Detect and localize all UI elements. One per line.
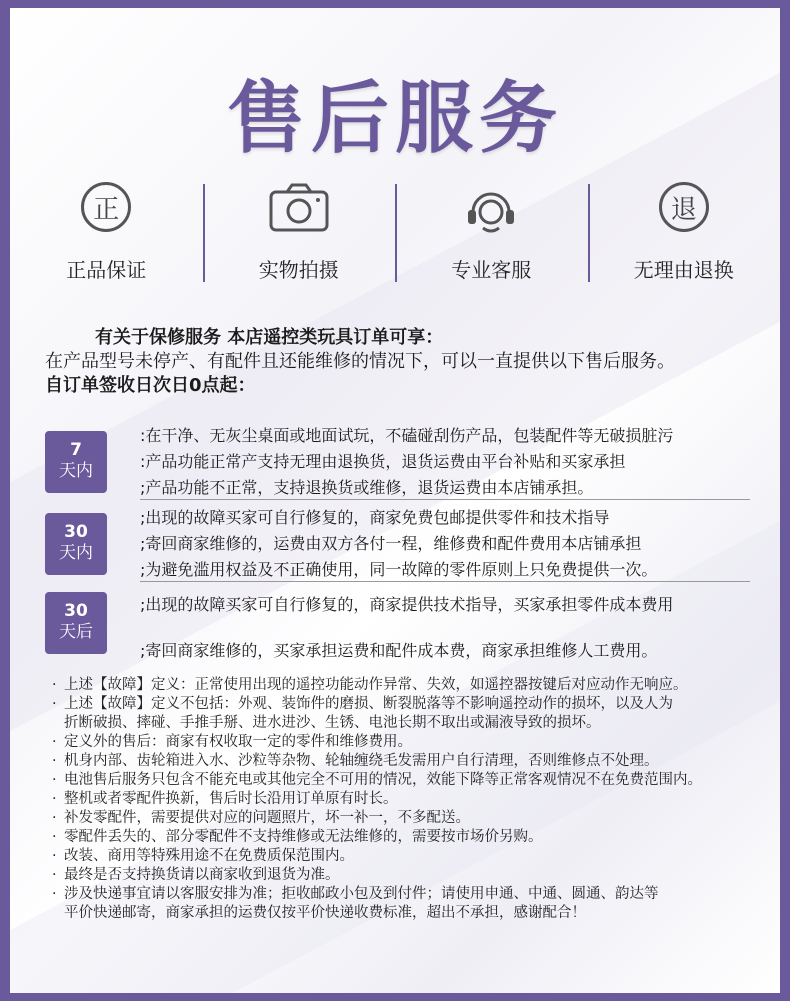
note-item: 平价快递邮寄，商家承担的运费仅按平价快递收费标准，超出不承担，感谢配合！ (64, 905, 586, 921)
note-item: · 定义外的售后：商家有权收取一定的零件和维修费用。 (52, 733, 772, 752)
after-sales-card (10, 8, 780, 993)
note-item: · 零配件丢失的、部分零配件不支持维修或无法维修的，需要按市场价另购。 (52, 828, 772, 847)
note-item: · 上述【故障】定义：正常使用出现的遥控功能动作异常、失效，如遥控器按键后对应动作无响应。 (52, 676, 772, 695)
period-badge: 30 天后 (45, 592, 107, 654)
headset-icon (461, 182, 521, 242)
authentic-icon: 正 (81, 182, 131, 232)
policy-section-after-30-days (45, 582, 750, 662)
intro-text (45, 326, 780, 398)
note-item: · 机身内部、齿轮箱进入水、沙粒等杂物、轮轴缠绕毛发需用户自行清理，否则维修点不处理。 (52, 752, 772, 771)
feature-real-photo (203, 176, 396, 286)
notes-list (52, 676, 772, 923)
policy-line: ;出现的故障买家可自行修复的，商家免费包邮提供零件和技术指导 (140, 508, 610, 527)
feature-authentic (10, 176, 203, 286)
note-item: · 最终是否支持换货请以商家收到退货为准。 (52, 866, 772, 885)
note-item: · 补发零配件，需要提供对应的问题照片，坏一补一，不多配送。 (52, 809, 772, 828)
policy-line: ;产品功能不正常，支持退换货或维修，退货运费由本店铺承担。 (140, 478, 594, 497)
note-item: · 涉及快递事宜请以客服安排为准；拒收邮政小包及到付件；请使用申通、中通、圆通、韵达等 (52, 885, 772, 904)
feature-row (10, 176, 780, 286)
intro-line: 有关于保修服务 本店遥控类玩具订单可享： (95, 327, 444, 348)
policy-section-7-days (45, 413, 750, 495)
feature-customer-service (395, 176, 588, 286)
return-icon: 退 (659, 182, 709, 232)
note-item: · 电池售后服务只包含不能充电或其他完全不可用的情况，效能下降等正常客观情况不在免费范围内。 (52, 771, 772, 790)
note-item: · 改装、商用等特殊用途不在免费质保范围内。 (52, 847, 772, 866)
policy-line: ;出现的故障买家可自行修复的，商家提供技术指导，买家承担零件成本费用 (140, 595, 674, 614)
intro-line: 自订单签收日次日0点起： (45, 375, 256, 396)
policy-line: :在干净、无灰尘桌面或地面试玩，不磕碰刮伤产品，包装配件等无破损脏污 (140, 426, 674, 445)
note-item: · 整机或者零配件换新，售后时长沿用订单原有时长。 (52, 790, 772, 809)
policy-line: :产品功能正常产支持无理由退换货，退货运费由平台补贴和买家承担 (140, 452, 626, 471)
intro-line: 在产品型号未停产、有配件且还能维修的情况下，可以一直提供以下售后服务。 (45, 351, 675, 372)
feature-no-reason-return (588, 176, 781, 286)
policy-section-30-days (45, 499, 750, 581)
policy-line: ;寄回商家维修的，买家承担运费和配件成本费，商家承担维修人工费用。 (140, 641, 658, 660)
policy-line: ;寄回商家维修的，运费由双方各付一程，维修费和配件费用本店铺承担 (140, 534, 642, 553)
feature-label: 专业客服 (451, 258, 532, 282)
note-item: · 上述【故障】定义不包括：外观、装饰件的磨损、断裂脱落等不影响遥控动作的损坏，以及人为 (52, 695, 772, 714)
feature-label: 实物拍摄 (258, 258, 339, 282)
policy-line: ;为避免滥用权益及不正确使用，同一故障的零件原则上只免费提供一次。 (140, 560, 658, 579)
feature-label: 正品保证 (66, 258, 147, 282)
note-item: 折断破损、摔碰、手推手掰、进水进沙、生锈、电池长期不取出或漏液导致的损坏。 (64, 715, 601, 731)
period-badge: 30 天内 (45, 513, 107, 575)
page-title: 售后服务 (226, 74, 563, 164)
feature-label: 无理由退换 (633, 258, 734, 282)
period-badge: 7 天内 (45, 431, 107, 493)
camera-icon (267, 182, 331, 238)
